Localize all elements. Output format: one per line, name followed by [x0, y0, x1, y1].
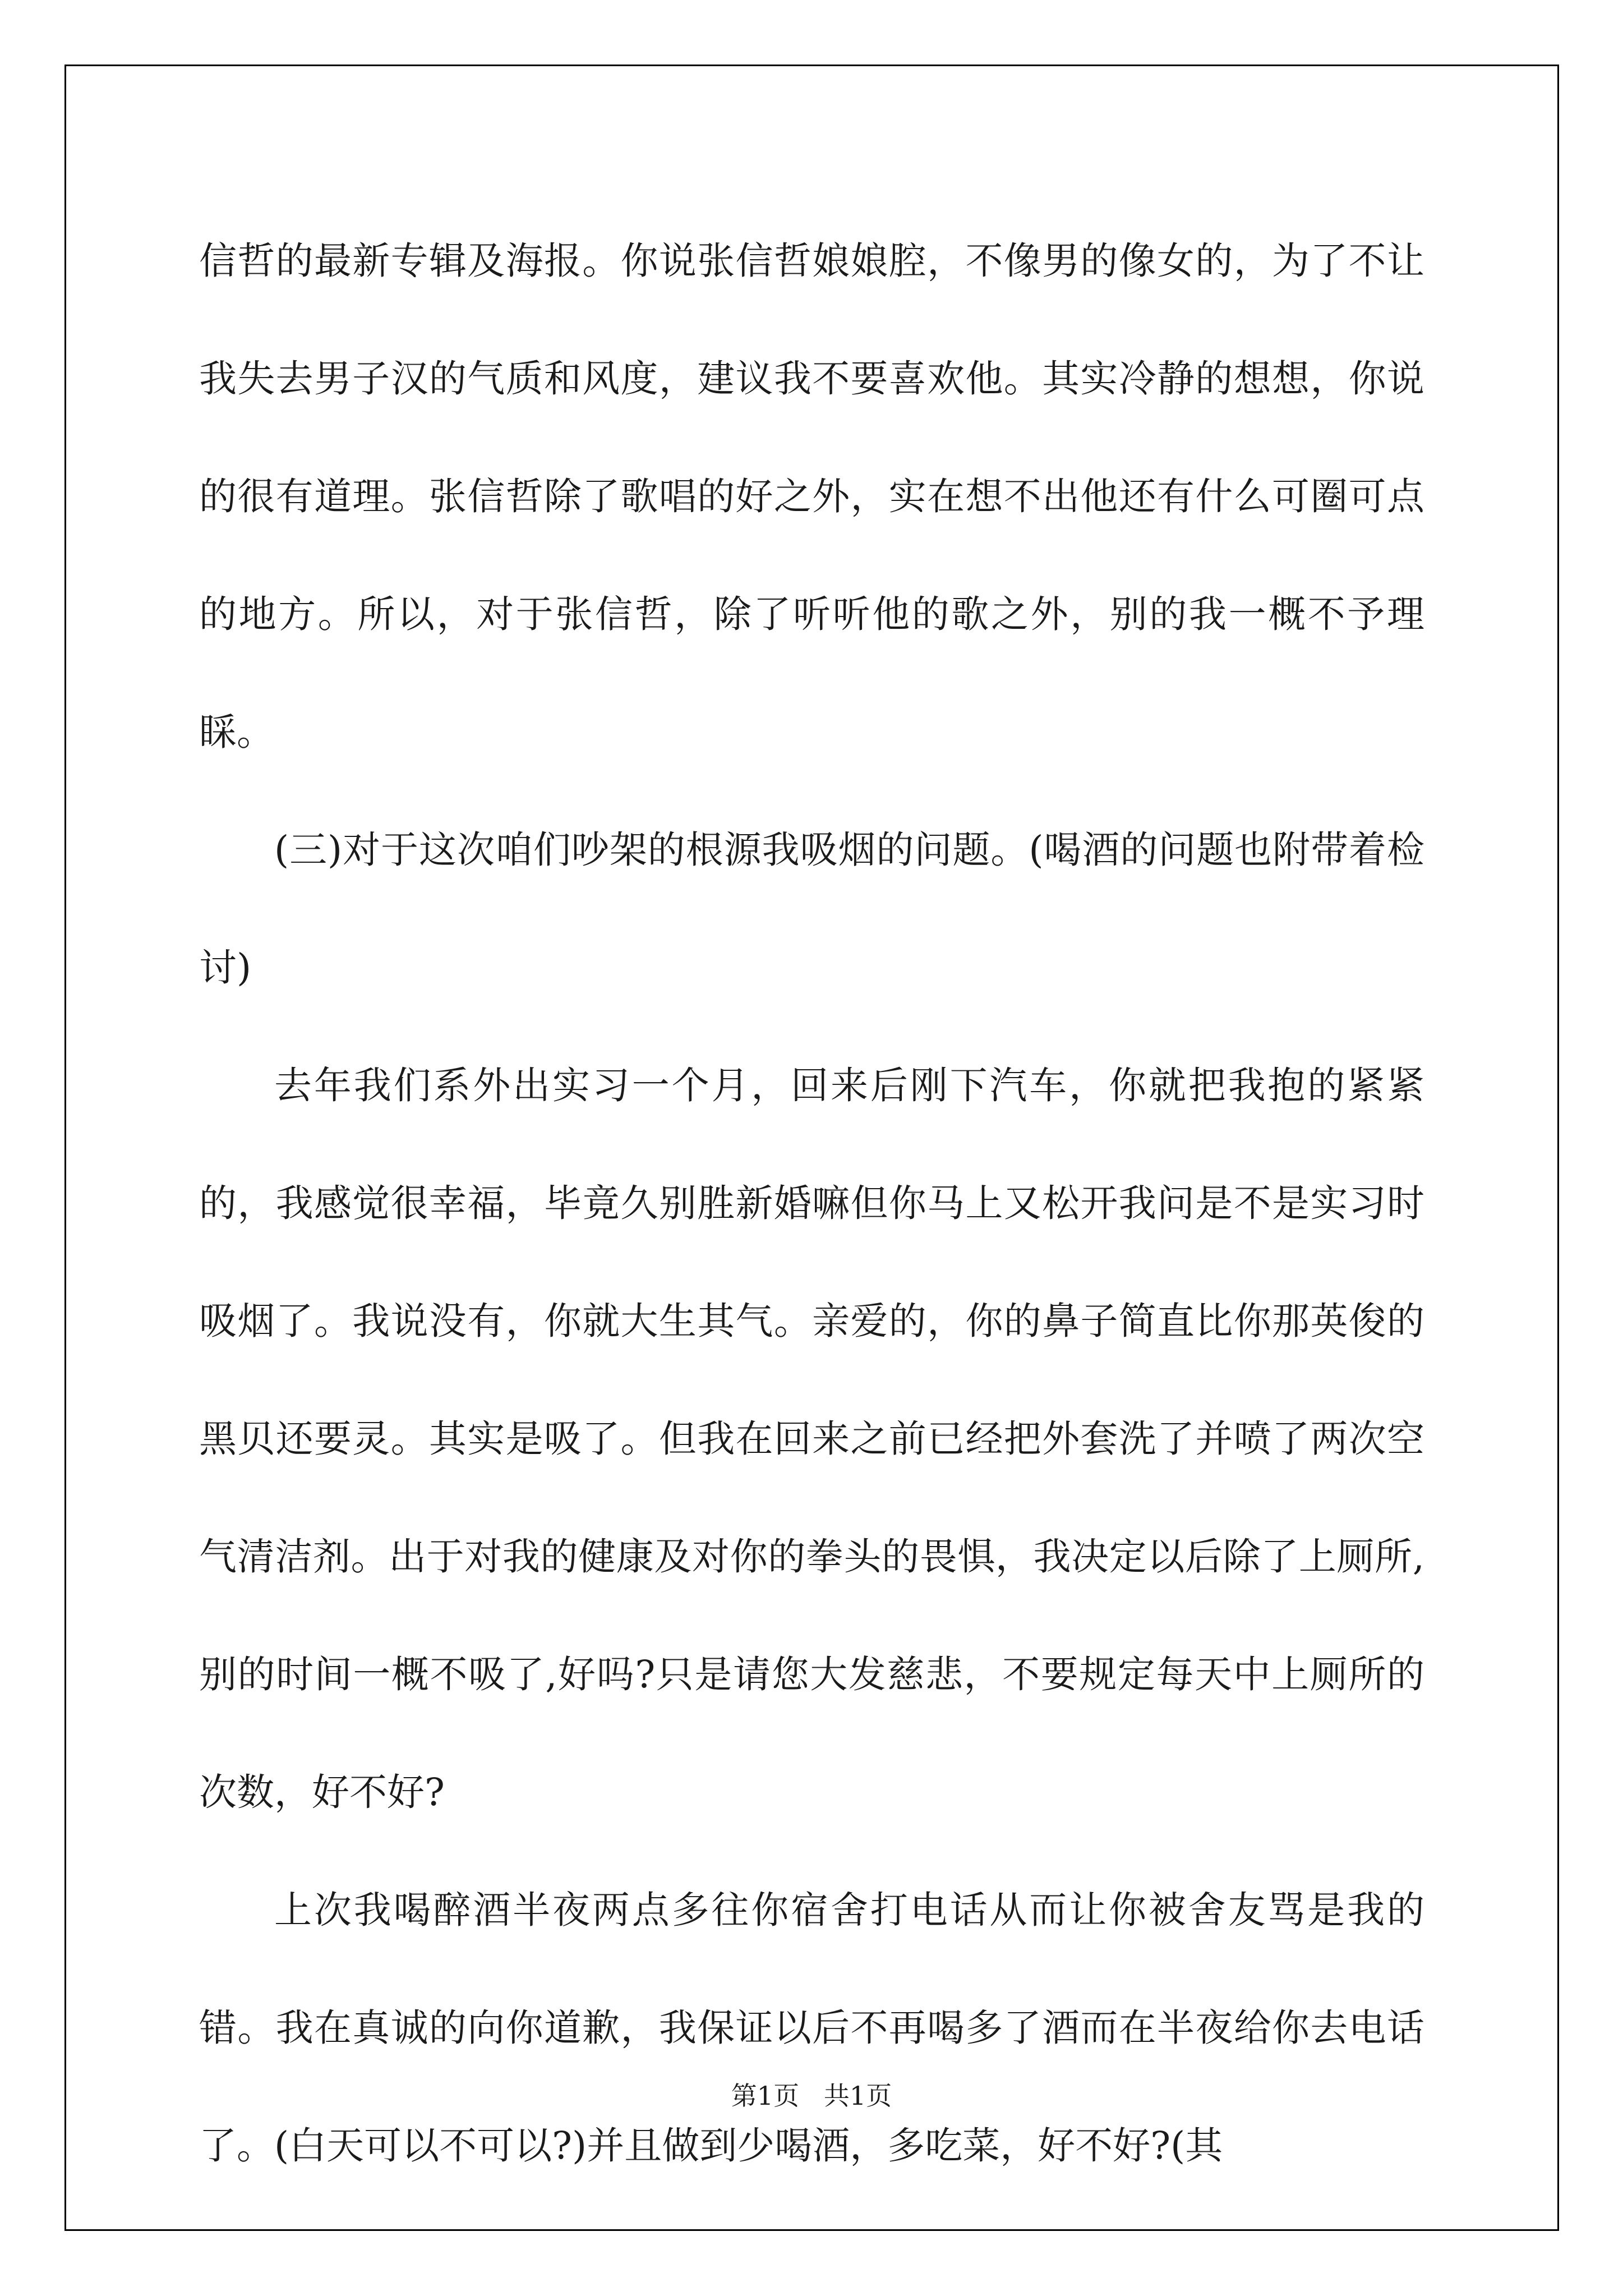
paragraph-4: 上次我喝醉酒半夜两点多往你宿舍打电话从而让你被舍友骂是我的错。我在真诚的向你道歉，我保证以后不再喝多了酒而在半夜给你去电话了。(白天可以不可以?)并且做到少喝酒，多吃菜，好不好?(其	[199, 1888, 1424, 2168]
paragraph-1: 信哲的最新专辑及海报。你说张信哲娘娘腔，不像男的像女的，为了不让我失去男子汉的气质和风度，建议我不要喜欢他。其实冷静的想想，你说的很有道理。张信哲除了歌唱的好之外，实在想不出他还有什么可圈可点的地方。所以，对于张信哲，除了听听他的歌之外，别的我一概不予理睬。	[199, 239, 1424, 754]
paragraph-2: (三)对于这次咱们吵架的根源我吸烟的问题。(喝酒的问题也附带着检讨)	[199, 828, 1424, 990]
paragraph-3: 去年我们系外出实习一个月，回来后刚下汽车，你就把我抱的紧紧的，我感觉很幸福，毕竟久别胜新婚嘛但你马上又松开我问是不是实习时吸烟了。我说没有，你就大生其气。亲爱的，你的鼻子简直比你那英俊的黑贝还要灵。其实是吸了。但我在回来之前已经把外套洗了并喷了两次空气清洁剂。出于对我的健康及对你的拳头的畏惧，我决定以后除了上厕所,别的时间一概不吸了,好吗?只是请您大发慈悲，不要规定每天中上厕所的次数，好不好?	[199, 1064, 1424, 1814]
document-body	[199, 202, 1424, 2205]
page-footer: 第1页 共1页	[731, 2081, 892, 2111]
